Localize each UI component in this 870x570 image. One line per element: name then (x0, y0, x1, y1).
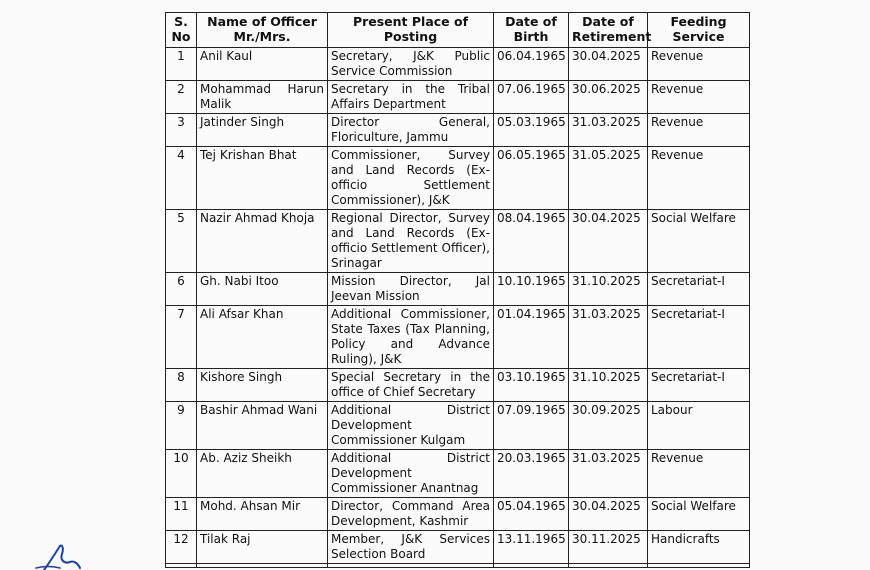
cell-posting: Secretary in the Tribal Affairs Department (328, 81, 494, 114)
cell-posting: Regional Director, Survey and Land Records (Ex-officio Settlement Officer), Srinagar (328, 210, 494, 273)
cell-date-of-retirement: 30.09.2025 (569, 402, 648, 450)
signature-mark (0, 542, 100, 570)
table-row (166, 498, 750, 531)
table-row (166, 402, 750, 450)
cell-date-of-birth: 13.11.1965 (494, 531, 569, 564)
table-body (166, 48, 750, 568)
cell-officer-name: Kishore Singh (197, 369, 328, 402)
cell-date-of-retirement: 31.05.2025 (569, 147, 648, 210)
cell-date-of-birth: 01.04.1965 (494, 306, 569, 369)
cell-sno: 10 (166, 450, 197, 498)
cell-sno: 7 (166, 306, 197, 369)
table-row (166, 48, 750, 81)
cell-date-of-retirement: 31.03.2025 (569, 450, 648, 498)
cell-feeding-service: Secretariat-I (648, 369, 750, 402)
cell-feeding-service: Revenue (648, 147, 750, 210)
table-row (166, 114, 750, 147)
header-officer-name: Name of Officer Mr./Mrs. (197, 13, 328, 48)
cell-date-of-retirement: 30.04.2025 (569, 498, 648, 531)
cell-sno: 8 (166, 369, 197, 402)
table-header-row (166, 13, 750, 48)
cell-sno: 1 (166, 48, 197, 81)
cell-date-of-retirement: 31.03.2025 (569, 114, 648, 147)
header-date-of-birth: Date of Birth (494, 13, 569, 48)
cell-sno: 5 (166, 210, 197, 273)
cell-posting: Secretary, J&K Public Service Commission (328, 48, 494, 81)
header-feeding-service: Feeding Service (648, 13, 750, 48)
header-date-of-retirement: Date of Retirement (569, 13, 648, 48)
cell-posting: Mission Director, Jal Jeevan Mission (328, 273, 494, 306)
cell-sno: 4 (166, 147, 197, 210)
cell-date-of-retirement: 31.10.2025 (569, 273, 648, 306)
cell-officer-name: Ali Afsar Khan (197, 306, 328, 369)
cell-date-of-birth: 03.10.1965 (494, 369, 569, 402)
cell-feeding-service: Social Welfare (648, 498, 750, 531)
cell-date-of-retirement: 31.10.2025 (569, 369, 648, 402)
cell-posting: Director, Command Area Development, Kashmir (328, 498, 494, 531)
cell-date-of-birth: 10.10.1965 (494, 273, 569, 306)
cell-feeding-service: Revenue (648, 48, 750, 81)
cell-date-of-birth: 07.06.1965 (494, 81, 569, 114)
cell-date-of-birth: 06.04.1965 (494, 48, 569, 81)
table-row (166, 81, 750, 114)
cell-feeding-service: Social Welfare (648, 210, 750, 273)
cell-date-of-birth: 06.05.1965 (494, 147, 569, 210)
cell-date-of-retirement: 30.11.2025 (569, 531, 648, 564)
cell-feeding-service: Secretariat-I (648, 273, 750, 306)
cell-posting: Special Secretary in the office of Chief Secretary (328, 369, 494, 402)
table-row-cut-off (166, 564, 750, 568)
table-row (166, 369, 750, 402)
cell-sno: 9 (166, 402, 197, 450)
cell-feeding-service: Handicrafts (648, 531, 750, 564)
cell-feeding-service: Labour (648, 402, 750, 450)
cell-date-of-birth: 05.03.1965 (494, 114, 569, 147)
cell-posting: Additional District Development Commissioner Kulgam (328, 402, 494, 450)
cell-officer-name: Anil Kaul (197, 48, 328, 81)
cell-officer-name: Bashir Ahmad Wani (197, 402, 328, 450)
cell-officer-name: Nazir Ahmad Khoja (197, 210, 328, 273)
cell-date-of-retirement: 30.06.2025 (569, 81, 648, 114)
cell-officer-name: Mohd. Ahsan Mir (197, 498, 328, 531)
cell-officer-name: Jatinder Singh (197, 114, 328, 147)
cell-posting: Member, J&K Services Selection Board (328, 531, 494, 564)
table-row (166, 210, 750, 273)
cell-sno: 2 (166, 81, 197, 114)
header-sno: S. No (166, 13, 197, 48)
cell-date-of-birth: 20.03.1965 (494, 450, 569, 498)
table-row (166, 147, 750, 210)
cell-sno: 3 (166, 114, 197, 147)
header-posting: Present Place of Posting (328, 13, 494, 48)
cell-sno: 11 (166, 498, 197, 531)
cell-officer-name: Tilak Raj (197, 531, 328, 564)
cell-posting: Director General, Floriculture, Jammu (328, 114, 494, 147)
cell-date-of-retirement: 30.04.2025 (569, 48, 648, 81)
cell-sno: 6 (166, 273, 197, 306)
cell-feeding-service: Revenue (648, 114, 750, 147)
table-row (166, 531, 750, 564)
cell-posting: Additional Commissioner, State Taxes (Tax Planning, Policy and Advance Ruling), J&K (328, 306, 494, 369)
cell-posting: Commissioner, Survey and Land Records (Ex-officio Settlement Commissioner), J&K (328, 147, 494, 210)
cell-officer-name: Tej Krishan Bhat (197, 147, 328, 210)
cell-feeding-service: Revenue (648, 450, 750, 498)
cell-date-of-birth: 07.09.1965 (494, 402, 569, 450)
officers-table (165, 12, 750, 568)
cell-date-of-retirement: 31.03.2025 (569, 306, 648, 369)
cell-officer-name: Mohammad Harun Malik (197, 81, 328, 114)
cell-date-of-retirement: 30.04.2025 (569, 210, 648, 273)
cell-feeding-service: Revenue (648, 81, 750, 114)
table-row (166, 273, 750, 306)
cell-feeding-service: Secretariat-I (648, 306, 750, 369)
cell-posting: Additional District Development Commissioner Anantnag (328, 450, 494, 498)
table-row (166, 306, 750, 369)
cell-officer-name: Gh. Nabi Itoo (197, 273, 328, 306)
cell-date-of-birth: 05.04.1965 (494, 498, 569, 531)
cell-date-of-birth: 08.04.1965 (494, 210, 569, 273)
cell-sno: 12 (166, 531, 197, 564)
table-row (166, 450, 750, 498)
cell-officer-name: Ab. Aziz Sheikh (197, 450, 328, 498)
